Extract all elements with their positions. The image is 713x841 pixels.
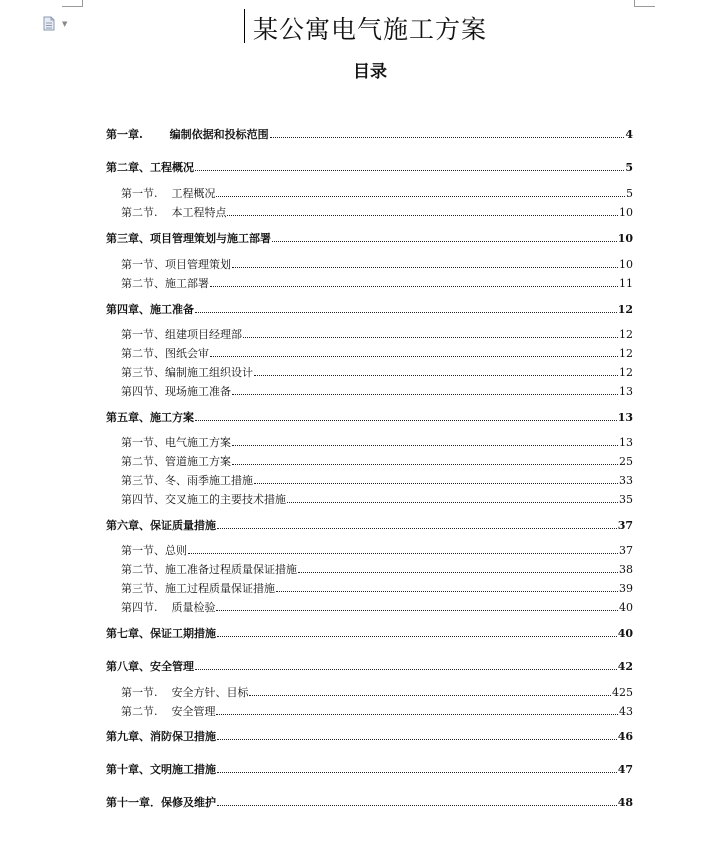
toc-entry-chapter[interactable]: 第十一章．保修及维护 48 [106,796,633,809]
toc-entry-section[interactable]: 第四节. 质量检验 40 [121,601,633,614]
toc-entry-section[interactable]: 第二节. 本工程特点 10 [121,206,633,219]
toc-entry-chapter[interactable]: 第一章. 编制依据和投标范围 4 [106,128,633,141]
toc-entry-section[interactable]: 第一节、组建项目经理部 12 [121,328,633,341]
toc-entry-chapter[interactable]: 第四章、施工准备 12 [106,303,633,316]
toc-entry-section[interactable]: 第三节、编制施工组织设计 12 [121,366,633,379]
toc-entry-section[interactable]: 第一节、项目管理策划 10 [121,258,633,271]
toc-entry-section[interactable]: 第四节、交叉施工的主要技术措施 35 [121,493,633,506]
toc-entry-section[interactable]: 第二节. 安全管理 43 [121,705,633,718]
toc-entry-section[interactable]: 第三节、冬、雨季施工措施 33 [121,474,633,487]
toc-entry-section[interactable]: 第一节、电气施工方案 13 [121,436,633,449]
toc-entry-chapter[interactable]: 第八章、安全管理 42 [106,660,633,673]
toc-entry-chapter[interactable]: 第五章、施工方案 13 [106,411,633,424]
toc-entry-chapter[interactable]: 第二章、工程概况 5 [106,161,633,174]
toc-entry-section[interactable]: 第一节. 工程概况 5 [121,187,633,200]
toc-entry-chapter[interactable]: 第三章、项目管理策划与施工部署 10 [106,232,633,245]
toc-entry-section[interactable]: 第四节、现场施工准备 13 [121,385,633,398]
document-title[interactable]: 某公寓电气施工方案 [252,15,487,44]
toc-entry-chapter[interactable]: 第十章、文明施工措施 47 [106,763,633,776]
toc-entry-chapter[interactable]: 第九章、消防保卫措施 46 [106,730,633,743]
chevron-down-icon[interactable]: ▼ [62,20,68,28]
toc-entry-section[interactable]: 第一节. 安全方针、目标 425 [121,686,633,699]
toc-entry-section[interactable]: 第三节、施工过程质量保证措施 39 [121,582,633,595]
toc-entry-section[interactable]: 第二节、图纸会审 12 [121,347,633,360]
toc-heading[interactable]: 目录 [353,62,387,82]
toc-entry-chapter[interactable]: 第七章、保证工期措施 40 [106,627,633,640]
toc-entry-section[interactable]: 第二节、施工部署 11 [121,277,633,290]
toc-entry-section[interactable]: 第二节、施工准备过程质量保证措施 38 [121,563,633,576]
toc-entry-chapter[interactable]: 第六章、保证质量措施 37 [106,519,633,532]
toc-entry-section[interactable]: 第二节、管道施工方案 25 [121,455,633,468]
toc-entry-section[interactable]: 第一节、总则 37 [121,544,633,557]
